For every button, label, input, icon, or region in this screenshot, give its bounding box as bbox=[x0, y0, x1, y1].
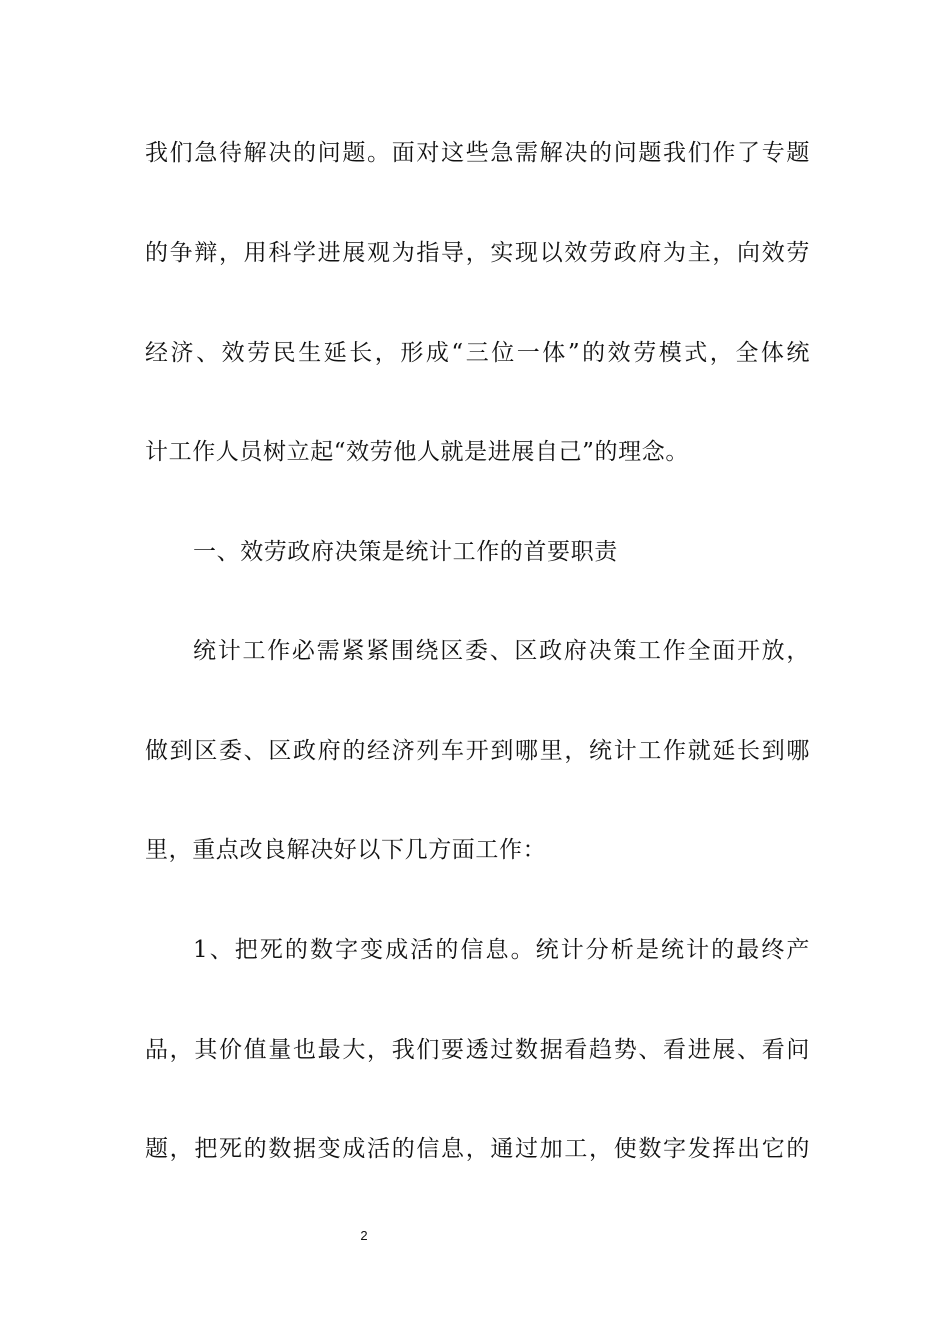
list-item-1-line-3: 题，把死的数据变成活的信息，通过加工，使数字发挥出它的 bbox=[145, 1136, 810, 1162]
list-item-1-line-2: 品，其价值量也最大，我们要透过数据看趋势、看进展、看问 bbox=[145, 1037, 810, 1063]
body-line-4: 计工作人员树立起“效劳他人就是进展自己”的理念。 bbox=[145, 439, 689, 465]
section-heading: 一、效劳政府决策是统计工作的首要职责 bbox=[193, 539, 618, 565]
body-line-6: 统计工作必需紧紧围绕区委、区政府决策工作全面开放， bbox=[193, 638, 810, 664]
page-number: 2 bbox=[360, 1228, 368, 1243]
list-item-1-line-1: 1、把死的数字变成活的信息。统计分析是统计的最终产 bbox=[193, 937, 810, 963]
body-line-1: 我们急待解决的问题。面对这些急需解决的问题我们作了专题 bbox=[145, 140, 810, 166]
body-line-8: 里，重点改良解决好以下几方面工作： bbox=[145, 837, 547, 863]
body-line-7: 做到区委、区政府的经济列车开到哪里，统计工作就延长到哪 bbox=[145, 738, 810, 764]
body-line-2: 的争辩，用科学进展观为指导，实现以效劳政府为主，向效劳 bbox=[145, 240, 810, 266]
body-line-3: 经济、效劳民生延长，形成“三位一体”的效劳模式，全体统 bbox=[145, 340, 810, 366]
